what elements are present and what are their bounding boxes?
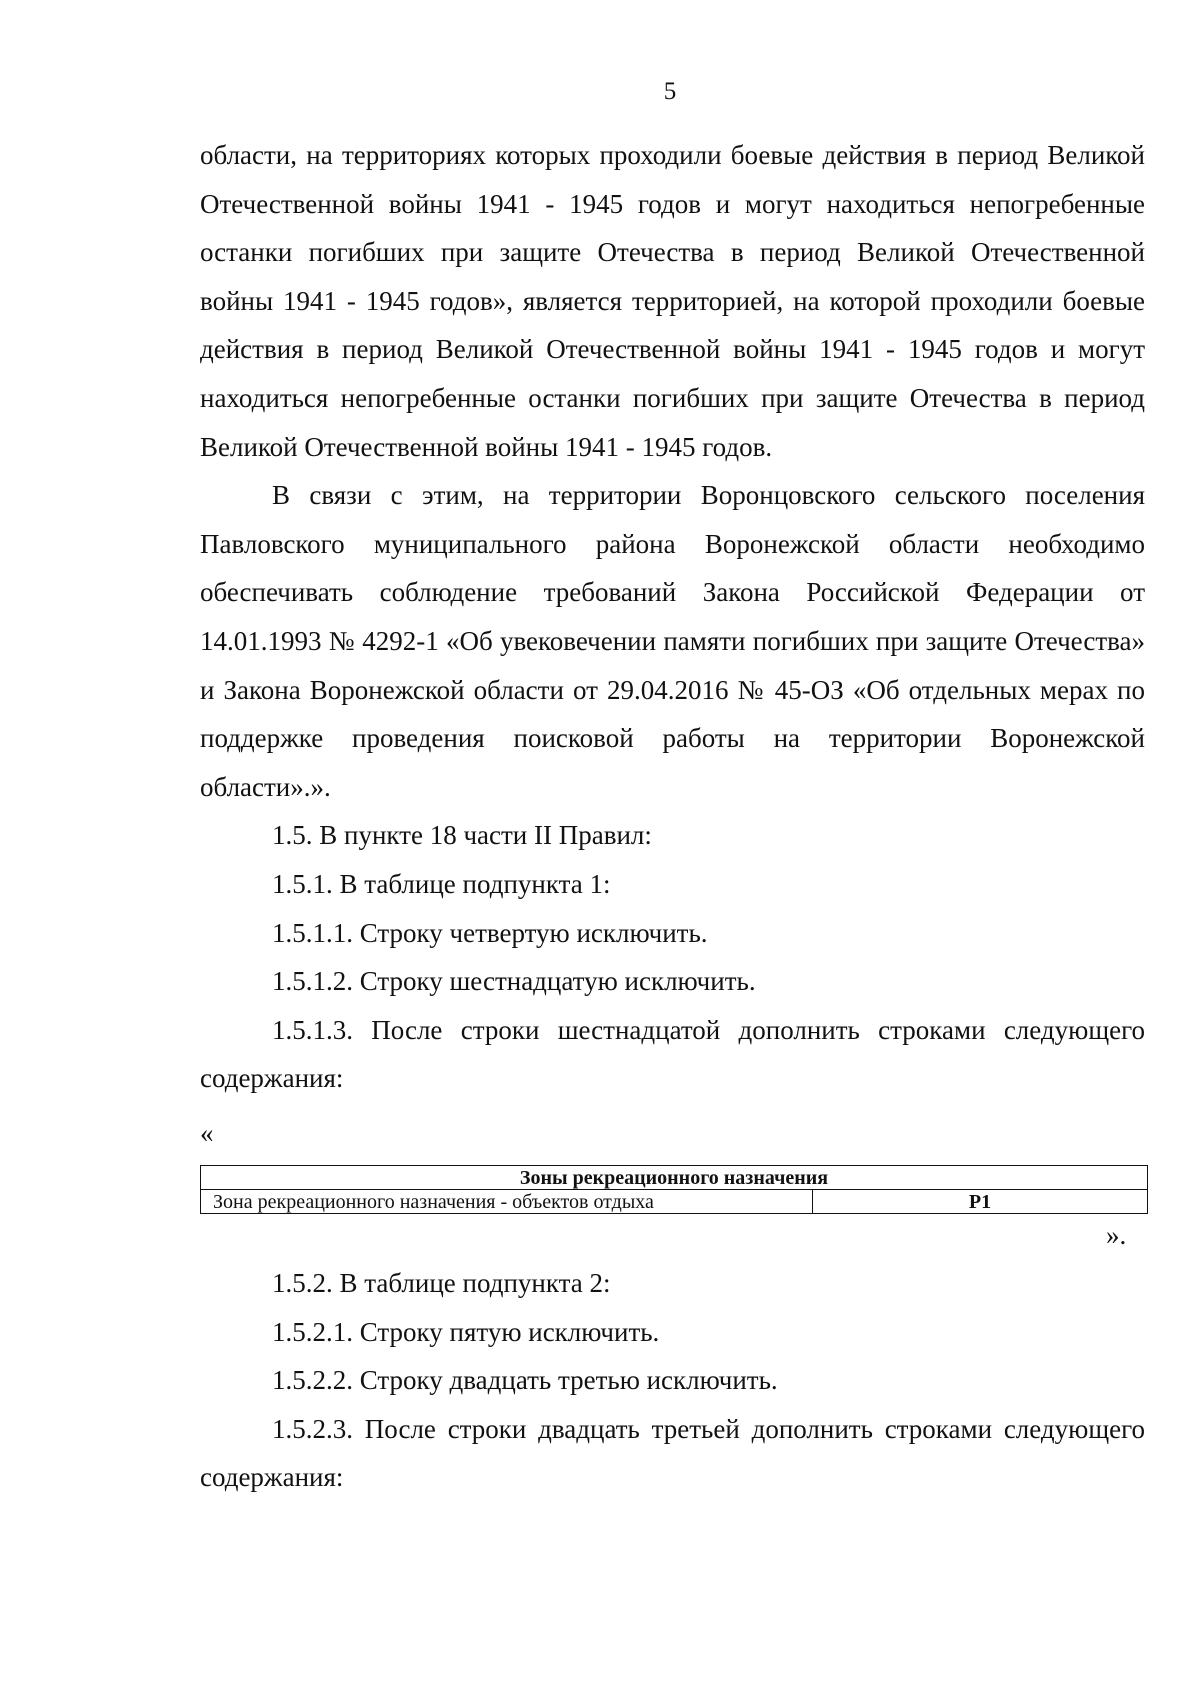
zone-name-cell: Зона рекреационного назначения - объектов отдыха — [201, 1190, 813, 1214]
table-header-row — [201, 1166, 1148, 1190]
item-1-5-2: 1.5.2. В таблице подпункта 2: — [272, 1268, 611, 1298]
zone-code-cell: Р1 — [813, 1190, 1148, 1214]
lower-text-block — [200, 1259, 1145, 1502]
table-row — [201, 1190, 1148, 1214]
zone-table — [200, 1165, 1148, 1214]
item-1-5-1-1: 1.5.1.1. Строку четвертую исключить. — [272, 917, 708, 948]
table-header: Зоны рекреационного назначения — [201, 1166, 1148, 1190]
item-1-5-2-2: 1.5.2.2. Строку двадцать третью исключить. — [272, 1365, 778, 1396]
item-1-5-1-2: 1.5.1.2. Строку шестнадцатую исключить. — [272, 966, 756, 997]
closing-quote: ». — [1106, 1220, 1127, 1250]
intro-paragraph: области, на территориях которых проходили боевые действия в период Великой Отечественной войны 1941 - 1945 годов и могут находиться непогребенные останки погибших при защите Отечества в период Великой Отечественной войны 1941 - 1945 годов», является территорией, на которой проходили боевые действия в период Великой Отечественной войны 1941 - 1945 годов и могут находиться непогребенные останки погибших при защите Отечества в период Великой Отечественной войны 1941 - 1945 годов. — [200, 140, 1145, 462]
page-number: 5 — [663, 78, 677, 105]
item-1-5: 1.5. В пункте 18 части II Правил: — [272, 820, 652, 851]
opening-quote: « — [200, 1118, 214, 1148]
item-1-5-2-1: 1.5.2.1. Строку пятую исключить. — [272, 1316, 660, 1347]
item-1-5-2-3: 1.5.2.3. После строки двадцать третьей дополнить строками следующего содержания: — [200, 1413, 1145, 1493]
item-1-5-1: 1.5.1. В таблице подпункта 1: — [272, 868, 611, 899]
connection-paragraph: В связи с этим, на территории Воронцовского сельского поселения Павловского муниципального района Воронежской области необходимо обеспечивать соблюдение требований Закона Российской Федерации от 14.01.1993 № 4292-1 «Об увековечении памяти погибших при защите Отечества» и Закона Воронежской области от 29.04.2016 № 45-ОЗ «Об отдельных мерах по поддержке проведения поисковой работы на территории Воронежской области».». — [200, 480, 1145, 802]
item-1-5-1-3: 1.5.1.3. После строки шестнадцатой дополнить строками следующего содержания: — [200, 1014, 1145, 1094]
upper-text-block — [200, 131, 1145, 1103]
